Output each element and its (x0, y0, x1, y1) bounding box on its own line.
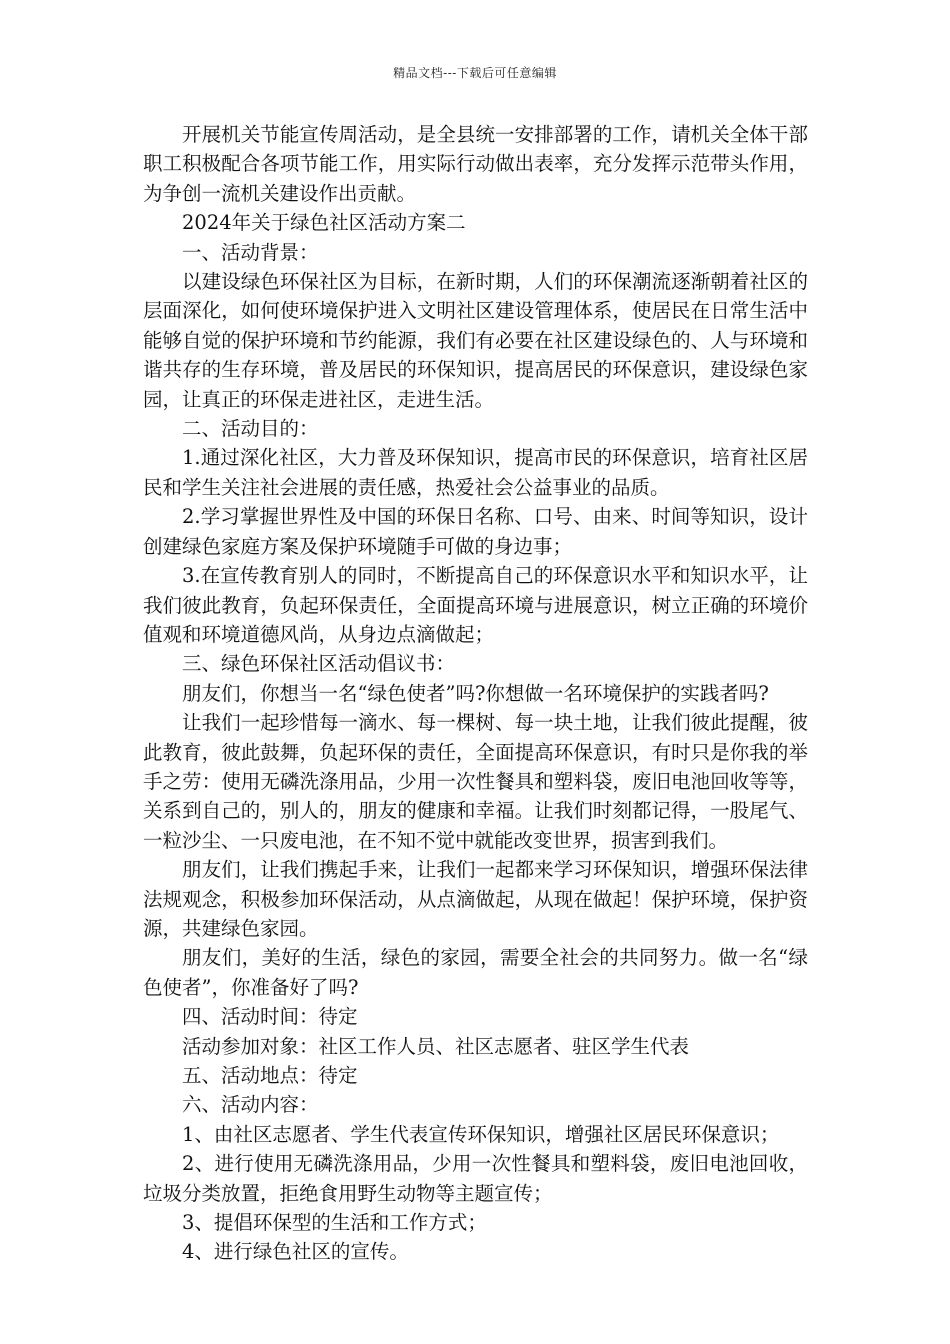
proposal-paragraph-1: 朋友们，你想当一名“绿色使者”吗?你想做一名环境保护的实践者吗? (182, 681, 769, 705)
heading-proposal: 三、绿色环保社区活动倡议书： (182, 652, 456, 676)
heading-time: 四、活动时间：待定 (182, 1005, 358, 1029)
content-item-3: 3、提倡环保型的生活和工作方式； (182, 1211, 487, 1235)
proposal-paragraph-2: 让我们一起珍惜每一滴水、每一棵树、每一块土地，让我们彼此提醒，彼此教育，彼此鼓舞，负起环保的责任，全面提高环保意识，有时只是你我的举手之劳：使用无磷洗涤用品，少用一次性餐具和塑料袋，废旧电池回收等等，关系到自己的，别人的，朋友的健康和幸福。让我们时刻都记得，一股尾气、一粒沙尘、一只废电池，在不知不觉中就能改变世界，损害到我们。 (143, 711, 808, 852)
purpose-item-2: 2.学习掌握世界性及中国的环保日名称、口号、由来、时间等知识，设计创建绿色家庭方案及保护环境随手可做的身边事； (143, 505, 808, 558)
participants-line: 活动参加对象：社区工作人员、社区志愿者、驻区学生代表 (182, 1034, 690, 1058)
content-item-1: 1、由社区志愿者、学生代表宣传环保知识，增强社区居民环保意识； (182, 1122, 780, 1146)
page-header: 精品文档---下载后可任意编辑 (393, 66, 557, 80)
purpose-item-1: 1.通过深化社区，大力普及环保知识，提高市民的环保意识，培育社区居民和学生关注社会进展的责任感，热爱社会公益事业的品质。 (143, 446, 808, 499)
purpose-item-3: 3.在宣传教育别人的同时，不断提高自己的环保意识水平和知识水平，让我们彼此教育，负起环保责任，全面提高环境与进展意识，树立正确的环境价值观和环境道德风尚，从身边点滴做起； (143, 564, 808, 646)
heading-background: 一、活动背景： (182, 240, 319, 264)
content-item-4: 4、进行绿色社区的宣传。 (182, 1240, 409, 1264)
section-title: 2024年关于绿色社区活动方案二 (182, 211, 466, 235)
proposal-paragraph-4: 朋友们，美好的生活，绿色的家园，需要全社会的共同努力。做一名“绿色使者”，你准备好了吗? (143, 946, 808, 999)
proposal-paragraph-3: 朋友们，让我们携起手来，让我们一起都来学习环保知识，增强环保法律法规观念，积极参加环保活动，从点滴做起，从现在做起！保护环境，保护资源，共建绿色家园。 (143, 858, 808, 940)
heading-content: 六、活动内容： (182, 1093, 319, 1117)
document-body (143, 120, 808, 1267)
paragraph-background: 以建设绿色环保社区为目标，在新时期，人们的环保潮流逐渐朝着社区的层面深化，如何使环境保护进入文明社区建设管理体系，使居民在日常生活中能够自觉的保护环境和节约能源，我们有必要在社区建设绿色的、人与环境和谐共存的生存环境，普及居民的环保知识，提高居民的环保意识，建设绿色家园，让真正的环保走进社区，走进生活。 (143, 270, 808, 411)
heading-purpose: 二、活动目的： (182, 417, 319, 441)
heading-location: 五、活动地点：待定 (182, 1064, 358, 1087)
paragraph-intro: 开展机关节能宣传周活动，是全县统一安排部署的工作，请机关全体干部职工积极配合各项节能工作，用实际行动做出表率，充分发挥示范带头作用，为争创一流机关建设作出贡献。 (143, 123, 808, 205)
content-item-2: 2、进行使用无磷洗涤用品，少用一次性餐具和塑料袋，废旧电池回收，垃圾分类放置，拒绝食用野生动物等主题宣传； (143, 1152, 808, 1205)
